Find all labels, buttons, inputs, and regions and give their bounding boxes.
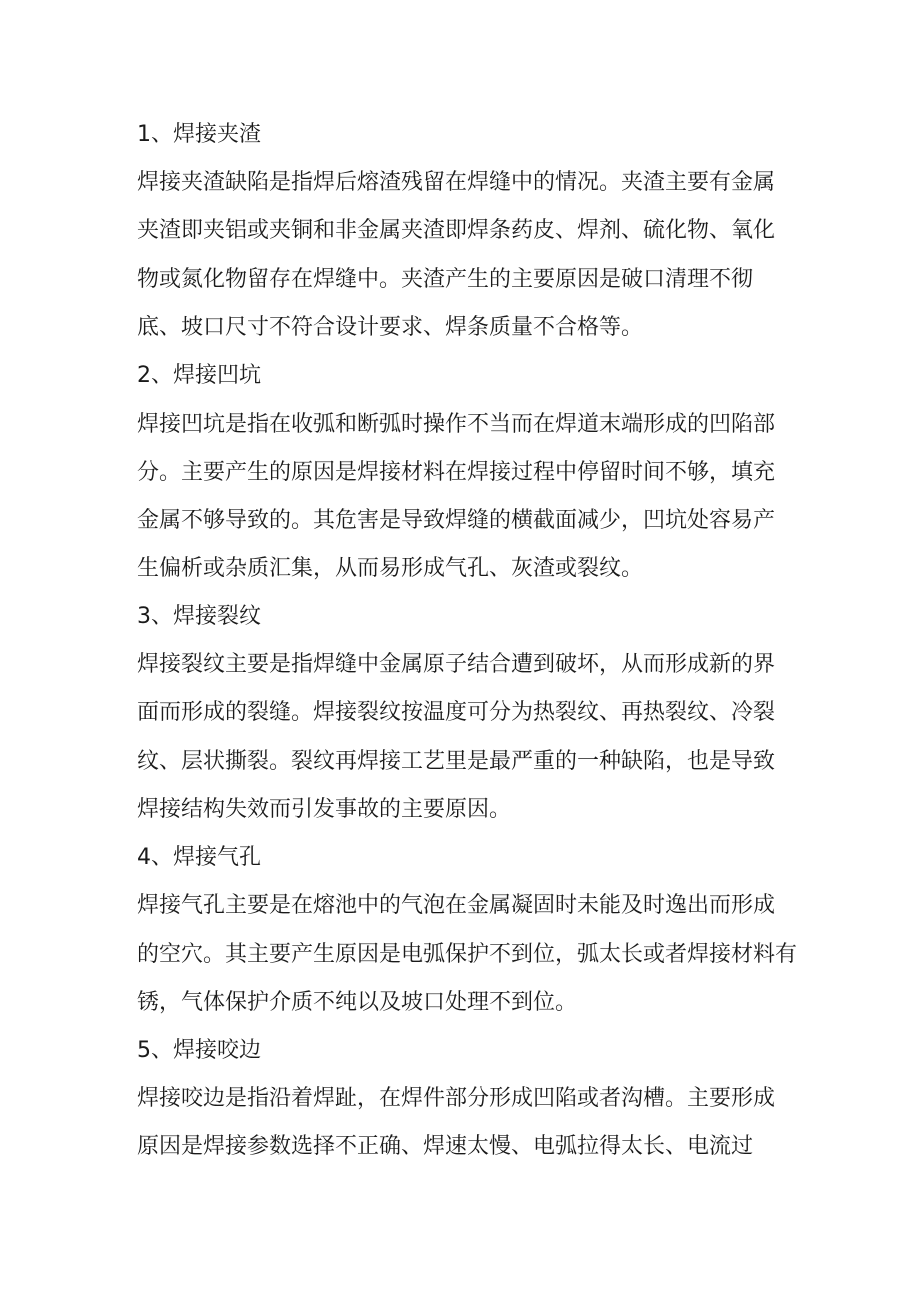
section-4-heading: 4、焊接气孔 (137, 845, 261, 870)
section-4-line-1: 焊接气孔主要是在熔池中的气泡在金属凝固时未能及时逸出而形成 (137, 893, 776, 918)
section-1-heading: 1、焊接夹渣 (137, 122, 261, 147)
section-1-line-4: 底、坡口尺寸不符合设计要求、焊条质量不合格等。 (137, 315, 644, 340)
section-2-line-2: 分。主要产生的原因是焊接材料在焊接过程中停留时间不够，填充 (137, 460, 776, 485)
section-2-line-3: 金属不够导致的。其危害是导致焊缝的横截面减少，凹坑处容易产 (137, 508, 776, 533)
section-1-line-1: 焊接夹渣缺陷是指焊后熔渣残留在焊缝中的情况。夹渣主要有金属 (137, 170, 776, 195)
section-2-heading: 2、焊接凹坑 (137, 363, 261, 388)
section-4-line-3: 锈，气体保护介质不纯以及坡口处理不到位。 (137, 990, 578, 1015)
section-3-line-4: 焊接结构失效而引发事故的主要原因。 (137, 797, 512, 822)
section-2-line-1: 焊接凹坑是指在收弧和断弧时操作不当而在焊道末端形成的凹陷部 (137, 412, 776, 437)
section-3-line-3: 纹、层状撕裂。裂纹再焊接工艺里是最严重的一种缺陷，也是导致 (137, 749, 776, 774)
section-4-line-2: 的空穴。其主要产生原因是电弧保护不到位，弧太长或者焊接材料有 (137, 942, 798, 967)
section-3-heading: 3、焊接裂纹 (137, 604, 261, 629)
section-3-line-1: 焊接裂纹主要是指焊缝中金属原子结合遭到破坏，从而形成新的界 (137, 652, 776, 677)
section-5-heading: 5、焊接咬边 (137, 1038, 261, 1063)
section-2-line-4: 生偏析或杂质汇集，从而易形成气孔、灰渣或裂纹。 (137, 556, 644, 581)
section-5-line-1: 焊接咬边是指沿着焊趾，在焊件部分形成凹陷或者沟槽。主要形成 (137, 1086, 776, 1111)
section-1-line-2: 夹渣即夹铝或夹铜和非金属夹渣即焊条药皮、焊剂、硫化物、氧化 (137, 218, 776, 243)
section-3-line-2: 面而形成的裂缝。焊接裂纹按温度可分为热裂纹、再热裂纹、冷裂 (137, 700, 776, 725)
section-1-line-3: 物或氮化物留存在焊缝中。夹渣产生的主要原因是破口清理不彻 (137, 267, 754, 292)
section-5-line-2: 原因是焊接参数选择不正确、焊速太慢、电弧拉得太长、电流过 (137, 1134, 754, 1159)
